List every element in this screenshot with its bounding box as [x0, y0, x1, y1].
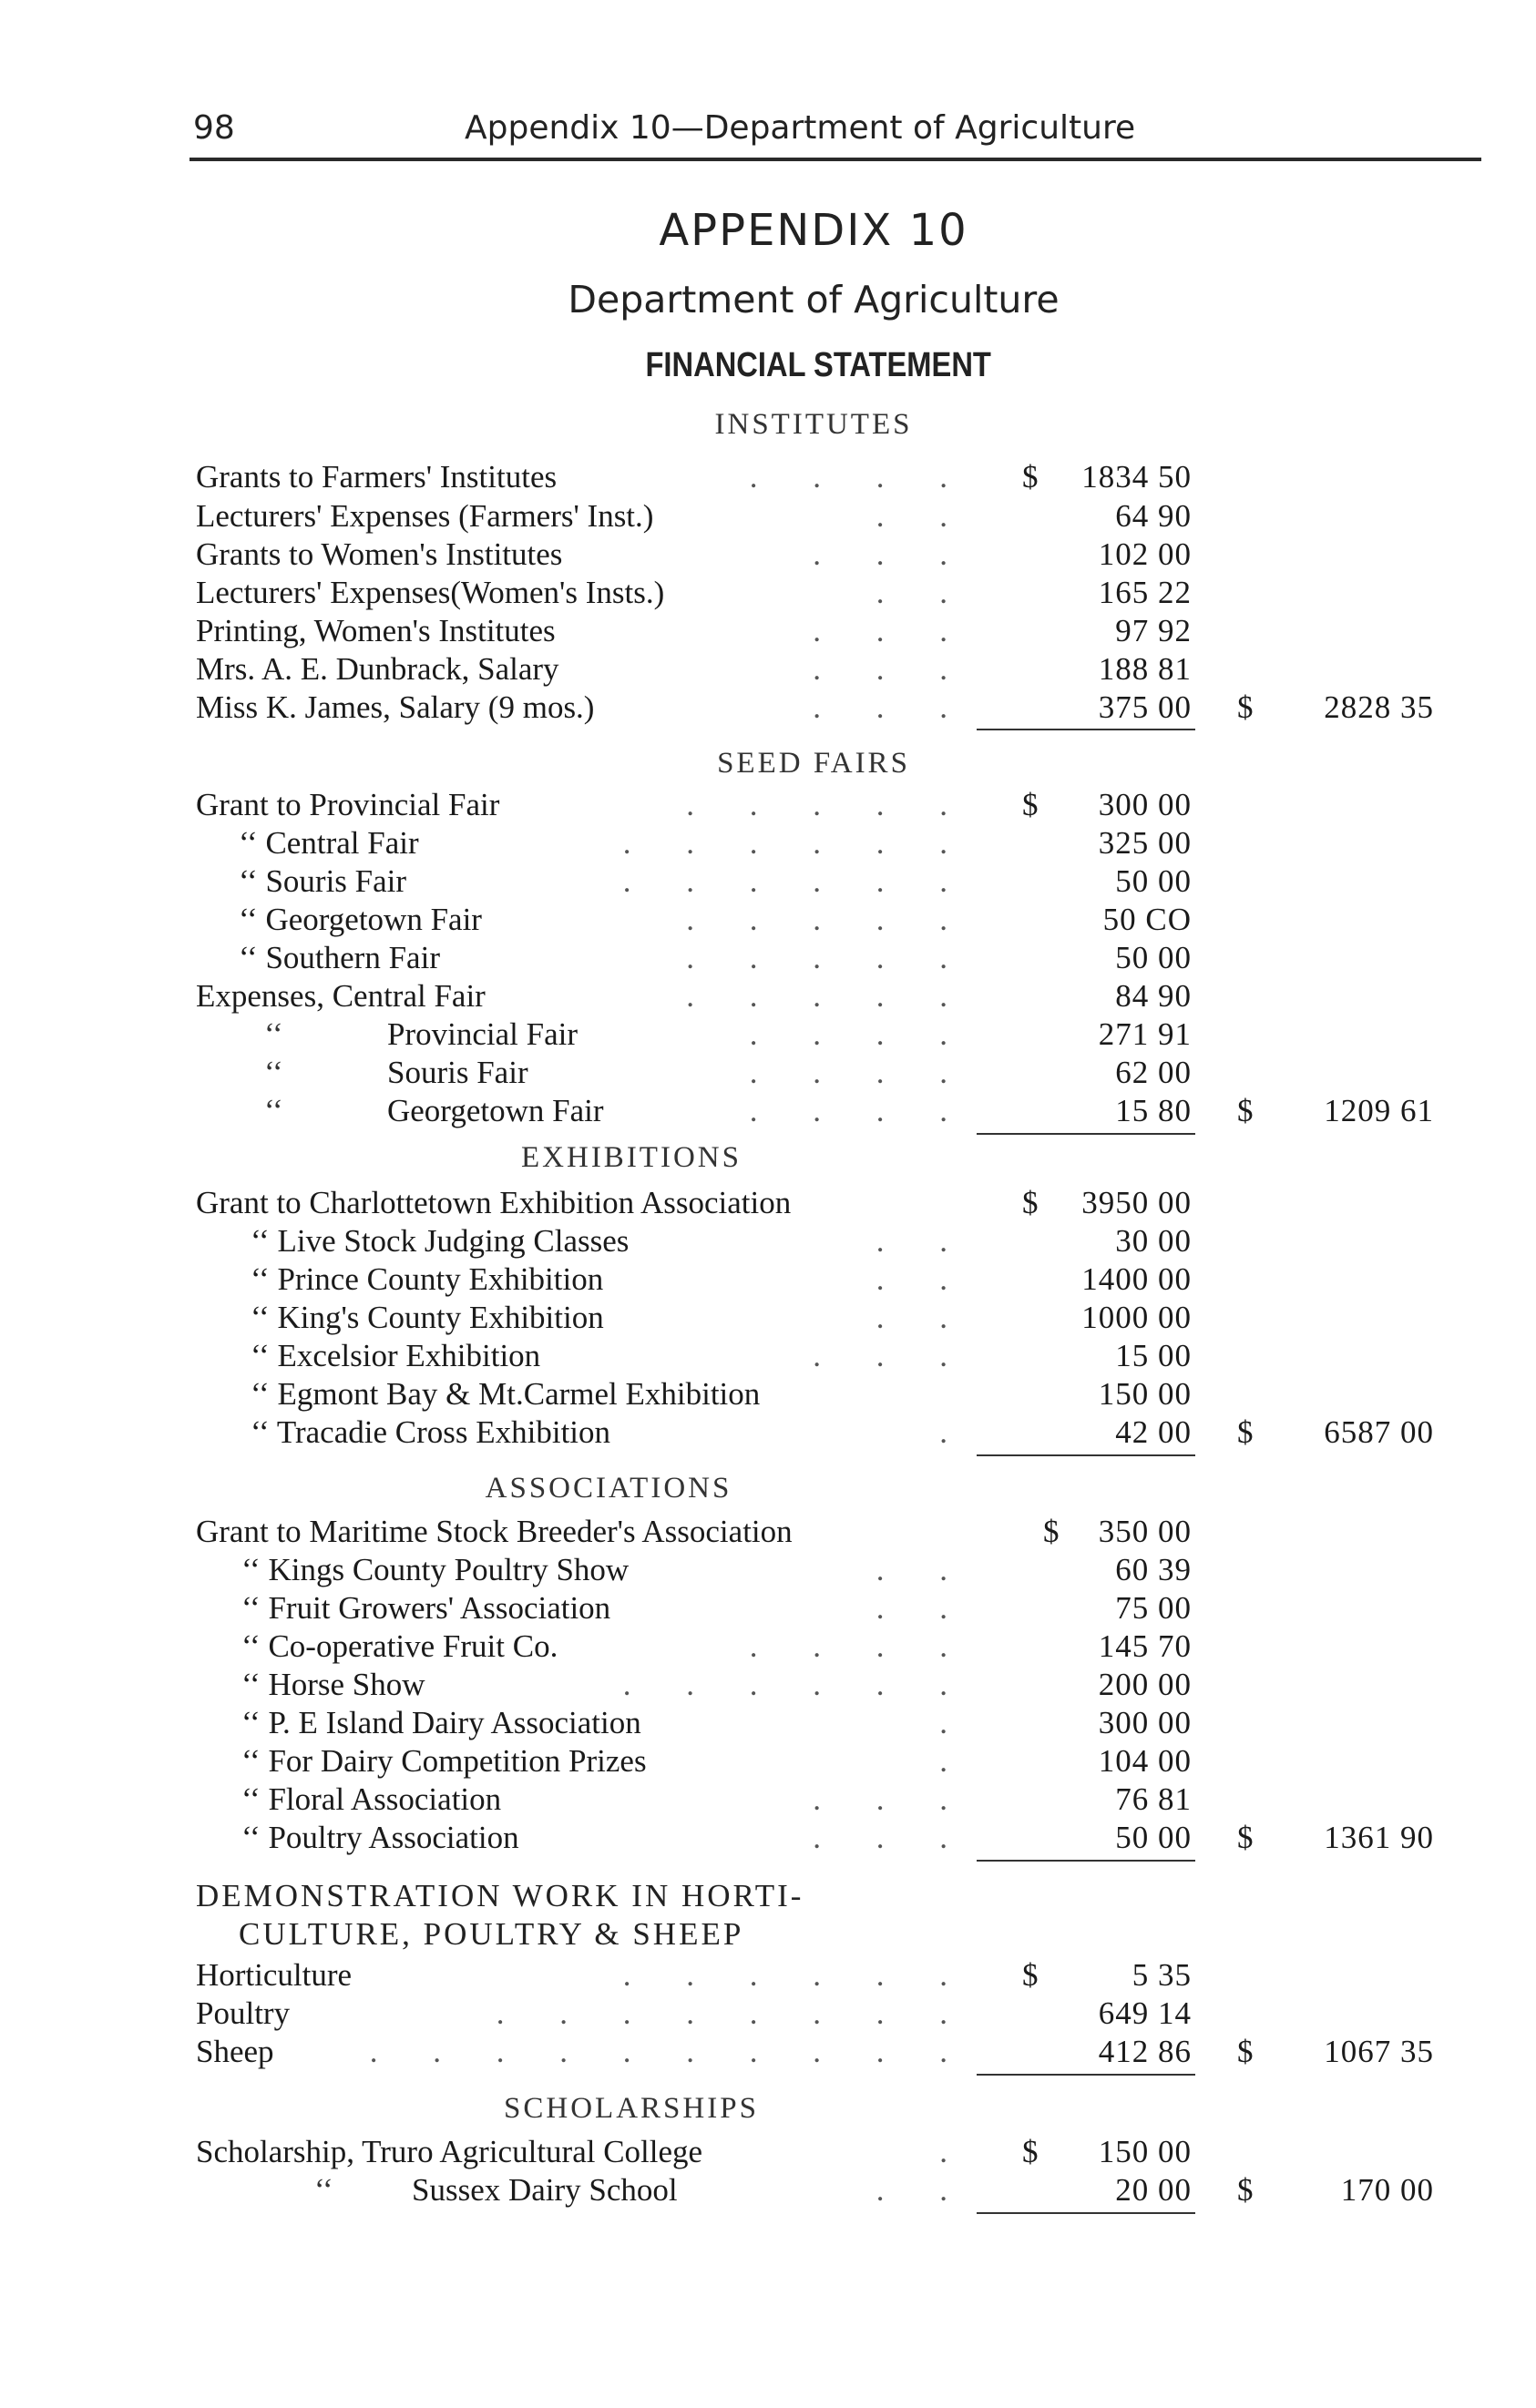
leader-dots: . . .	[813, 1338, 971, 1373]
table-row	[0, 2133, 1536, 2171]
leader-dots: . . . . .	[686, 787, 971, 822]
section-title-demonstration: DEMONSTRATION WORK IN HORTI-	[196, 1878, 804, 1913]
section-title-associations: ASSOCIATIONS	[485, 1472, 732, 1505]
table-row	[0, 497, 1536, 536]
row-amount: 42 00	[1115, 1414, 1192, 1450]
row-amount: 20 00	[1115, 2172, 1192, 2208]
running-title: Appendix 10—Department of Agriculture	[465, 109, 1136, 147]
row-label: ‘‘ Egmont Bay & Mt.Carmel Exhibition	[251, 1376, 761, 1412]
row-amount: 15 80	[1115, 1093, 1192, 1128]
leader-dots: . . .	[813, 613, 971, 648]
subtotal-rule	[977, 1454, 1195, 1456]
row-amount: 50 CO	[1102, 902, 1192, 937]
table-row	[0, 458, 1536, 496]
table-row	[0, 1956, 1536, 1995]
table-row	[0, 901, 1536, 939]
row-label: ‘‘ Southern Fair	[239, 940, 440, 975]
section-total: 1209 61	[1324, 1093, 1434, 1128]
table-row	[0, 612, 1536, 650]
row-label: Mrs. A. E. Dunbrack, Salary	[196, 651, 559, 687]
row-label: ‘‘ King's County Exhibition	[251, 1300, 604, 1335]
header-rule	[189, 158, 1481, 161]
row-amount: 1400 00	[1081, 1261, 1192, 1297]
row-amount: 64 90	[1115, 498, 1192, 534]
currency-sign: $	[1237, 1414, 1254, 1450]
table-row	[0, 536, 1536, 574]
leader-dots: . . .	[813, 1781, 971, 1817]
leader-dots: . . . . . . . .	[496, 1995, 971, 2031]
row-label: Expenses, Central Fair	[196, 978, 486, 1014]
row-label: Souris Fair	[387, 1055, 528, 1090]
row-label: ‘‘ Floral Association	[241, 1781, 502, 1817]
leader-dots: .	[939, 1705, 971, 1740]
leader-dots: . .	[876, 1552, 971, 1587]
section-title-demonstration-continued: CULTURE, POULTRY & SHEEP	[239, 1916, 744, 1952]
leader-dots: . . . .	[749, 1093, 971, 1128]
currency-sign: $	[1022, 1957, 1039, 1993]
table-row	[0, 977, 1536, 1015]
row-label: Georgetown Fair	[387, 1093, 604, 1128]
row-label: Grants to Farmers' Institutes	[196, 459, 558, 495]
row-label: ‘‘ For Dairy Competition Prizes	[241, 1743, 647, 1779]
leader-dots: . . .	[813, 689, 971, 725]
row-amount: 104 00	[1098, 1743, 1192, 1779]
table-row	[0, 574, 1536, 612]
table-row	[0, 1375, 1536, 1413]
row-amount: 76 81	[1115, 1781, 1192, 1817]
leader-dots: . .	[876, 2172, 971, 2208]
subtotal-rule	[977, 1860, 1195, 1862]
section-total: 2828 35	[1324, 689, 1434, 725]
section-title-seed-fairs: SEED FAIRS	[717, 747, 910, 780]
row-amount: 1000 00	[1081, 1300, 1192, 1335]
table-row	[0, 1995, 1536, 2033]
leader-dots: . . . .	[749, 1628, 971, 1664]
row-amount: 300 00	[1098, 787, 1192, 822]
row-label: Scholarship, Truro Agricultural College	[196, 2134, 703, 2169]
row-label: Horticulture	[196, 1957, 353, 1993]
leader-dots: . . . .	[749, 1016, 971, 1052]
section-title-institutes: INSTITUTES	[714, 408, 913, 441]
leader-dots: . . . . . .	[622, 825, 971, 861]
row-amount: 75 00	[1115, 1590, 1192, 1626]
row-label: Grant to Provincial Fair	[196, 787, 500, 822]
leader-dots: . . .	[813, 1820, 971, 1855]
row-label: Poultry	[196, 1995, 291, 2031]
row-label: ‘‘ P. E Island Dairy Association	[241, 1705, 641, 1740]
section-title-scholarships: SCHOLARSHIPS	[504, 2092, 759, 2125]
row-label: ‘‘ Fruit Growers' Association	[241, 1590, 611, 1626]
section-total: 170 00	[1340, 2172, 1434, 2208]
row-label: ‘‘ Poultry Association	[241, 1820, 519, 1855]
table-row	[0, 1413, 1536, 1452]
table-row	[0, 1222, 1536, 1260]
row-label: ‘‘ Georgetown Fair	[239, 902, 482, 937]
row-amount: 150 00	[1098, 2134, 1192, 2169]
row-amount: 84 90	[1115, 978, 1192, 1014]
row-label: Lecturers' Expenses (Farmers' Inst.)	[196, 498, 654, 534]
table-row	[0, 1627, 1536, 1666]
row-amount: 5 35	[1132, 1957, 1192, 1993]
row-amount: 50 00	[1115, 863, 1192, 899]
leader-dots: .	[939, 1414, 971, 1450]
section-total: 1067 35	[1324, 2034, 1434, 2069]
row-label: Sheep	[196, 2034, 274, 2069]
row-label: Lecturers' Expenses(Women's Insts.)	[196, 575, 665, 610]
table-row	[0, 1092, 1536, 1130]
leader-dots: . . .	[813, 536, 971, 572]
table-row	[0, 1054, 1536, 1092]
table-row	[0, 1819, 1536, 1857]
leader-dots: . .	[876, 1223, 971, 1259]
row-amount: 188 81	[1098, 651, 1192, 687]
page-number: 98	[193, 109, 235, 147]
row-amount: 150 00	[1098, 1376, 1192, 1412]
statement-title: FINANCIAL STATEMENT	[645, 346, 991, 384]
row-label: Sussex Dairy School	[412, 2172, 678, 2208]
leader-dots: . . . . . .	[622, 1667, 971, 1702]
table-row	[0, 1589, 1536, 1627]
subtotal-rule	[977, 1133, 1195, 1135]
currency-sign: $	[1237, 2172, 1254, 2208]
row-label: ‘‘ Excelsior Exhibition	[251, 1338, 541, 1373]
appendix-title: APPENDIX 10	[659, 205, 968, 256]
row-amount: 60 39	[1115, 1552, 1192, 1587]
table-row	[0, 1337, 1536, 1375]
row-amount: 15 00	[1115, 1338, 1192, 1373]
row-label: Printing, Women's Institutes	[196, 613, 556, 648]
row-amount: 350 00	[1098, 1514, 1192, 1549]
table-row	[0, 862, 1536, 901]
table-row	[0, 1260, 1536, 1299]
table-row	[0, 2171, 1536, 2209]
row-amount: 102 00	[1098, 536, 1192, 572]
table-row	[0, 1513, 1536, 1551]
row-label: ‘‘ Co-operative Fruit Co.	[241, 1628, 558, 1664]
row-amount: 325 00	[1098, 825, 1192, 861]
leader-dots: . . . . . . . . . .	[369, 2034, 971, 2069]
row-label: ‘‘ Tracadie Cross Exhibition	[251, 1414, 611, 1450]
currency-sign: $	[1022, 787, 1039, 822]
row-amount: 412 86	[1098, 2034, 1192, 2069]
row-amount: 50 00	[1115, 1820, 1192, 1855]
leader-dots: . . . . . .	[622, 1957, 971, 1993]
row-amount: 3950 00	[1081, 1185, 1192, 1220]
section-total: 6587 00	[1324, 1414, 1434, 1450]
row-amount: 62 00	[1115, 1055, 1192, 1090]
currency-sign: $	[1237, 2034, 1254, 2069]
department-title: Department of Agriculture	[568, 278, 1060, 321]
currency-sign: $	[1022, 2134, 1039, 2169]
table-row	[0, 2033, 1536, 2071]
subtotal-rule	[977, 729, 1195, 730]
currency-sign: $	[1043, 1514, 1060, 1549]
leader-dots: . . . .	[749, 1055, 971, 1090]
leader-dots: . . . . .	[686, 978, 971, 1014]
leader-dots: . .	[876, 1261, 971, 1297]
ditto-mark: ‘‘	[314, 2172, 333, 2208]
leader-dots: . . . . . .	[622, 863, 971, 899]
ditto-mark: ‘‘	[264, 1055, 283, 1090]
section-title-exhibitions: EXHIBITIONS	[521, 1141, 742, 1174]
row-amount: 50 00	[1115, 940, 1192, 975]
currency-sign: $	[1022, 1185, 1039, 1220]
row-label: Provincial Fair	[387, 1016, 578, 1052]
table-row	[0, 1742, 1536, 1780]
leader-dots: . . .	[813, 651, 971, 687]
row-label: ‘‘ Kings County Poultry Show	[241, 1552, 630, 1587]
currency-sign: $	[1237, 689, 1254, 725]
leader-dots: . . . .	[749, 459, 971, 495]
row-amount: 649 14	[1098, 1995, 1192, 2031]
table-row	[0, 786, 1536, 824]
table-row	[0, 689, 1536, 727]
row-label: Grant to Maritime Stock Breeder's Association	[196, 1514, 793, 1549]
table-row	[0, 1184, 1536, 1222]
row-label: ‘‘ Souris Fair	[239, 863, 407, 899]
ditto-mark: ‘‘	[264, 1016, 283, 1052]
row-amount: 97 92	[1115, 613, 1192, 648]
row-label: ‘‘ Live Stock Judging Classes	[251, 1223, 630, 1259]
row-label: ‘‘ Central Fair	[239, 825, 419, 861]
ditto-mark: ‘‘	[264, 1093, 283, 1128]
row-label: ‘‘ Horse Show	[241, 1667, 425, 1702]
row-amount: 200 00	[1098, 1667, 1192, 1702]
table-row	[0, 1704, 1536, 1742]
row-label: ‘‘ Prince County Exhibition	[251, 1261, 604, 1297]
row-amount: 30 00	[1115, 1223, 1192, 1259]
subtotal-rule	[977, 2074, 1195, 2076]
row-amount: 300 00	[1098, 1705, 1192, 1740]
row-amount: 271 91	[1098, 1016, 1192, 1052]
row-amount: 1834 50	[1081, 459, 1192, 495]
row-amount: 145 70	[1098, 1628, 1192, 1664]
row-label: Grants to Women's Institutes	[196, 536, 563, 572]
leader-dots: . . . . .	[686, 940, 971, 975]
table-row	[0, 824, 1536, 862]
table-row	[0, 1015, 1536, 1054]
table-row	[0, 939, 1536, 977]
table-row	[0, 650, 1536, 689]
row-amount: 165 22	[1098, 575, 1192, 610]
leader-dots: . .	[876, 498, 971, 534]
subtotal-rule	[977, 2212, 1195, 2214]
row-amount: 375 00	[1098, 689, 1192, 725]
row-label: Miss K. James, Salary (9 mos.)	[196, 689, 595, 725]
table-row	[0, 1780, 1536, 1819]
currency-sign: $	[1237, 1093, 1254, 1128]
currency-sign: $	[1237, 1820, 1254, 1855]
leader-dots: . .	[876, 575, 971, 610]
section-total: 1361 90	[1324, 1820, 1434, 1855]
row-label: Grant to Charlottetown Exhibition Association	[196, 1185, 792, 1220]
table-row	[0, 1551, 1536, 1589]
table-row	[0, 1299, 1536, 1337]
leader-dots: .	[939, 1743, 971, 1779]
leader-dots: . .	[876, 1590, 971, 1626]
leader-dots: . .	[876, 1300, 971, 1335]
table-row	[0, 1666, 1536, 1704]
currency-sign: $	[1022, 459, 1039, 495]
leader-dots: .	[939, 2134, 971, 2169]
leader-dots: . . . . .	[686, 902, 971, 937]
